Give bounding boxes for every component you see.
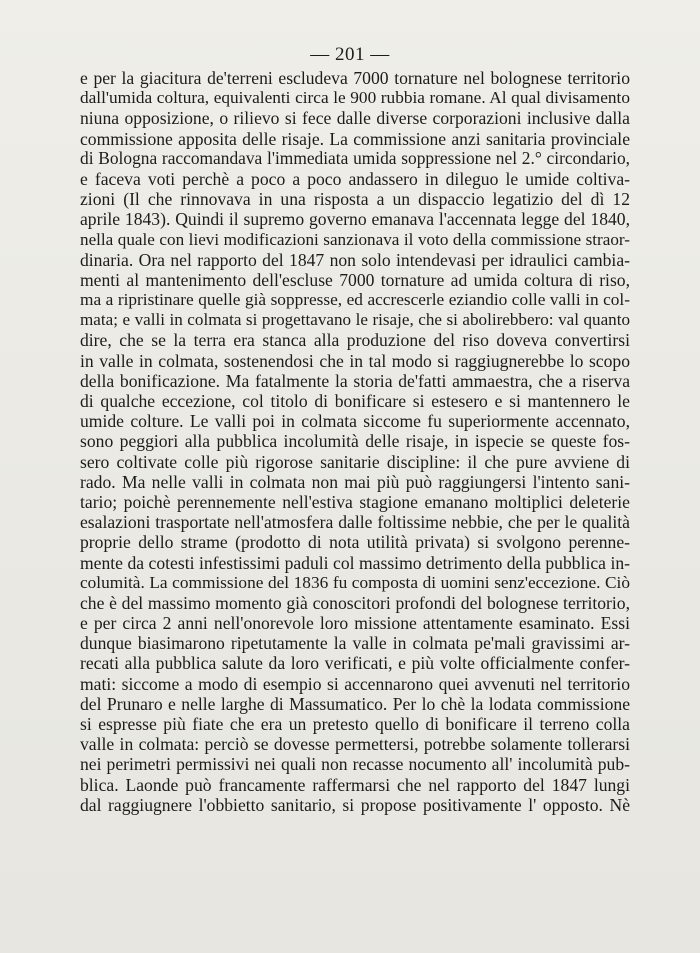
text-line: sono peggiori alla pubblica incolumità delle risaje, in ispecie se queste fos- bbox=[80, 431, 630, 452]
page-number: — 201 — bbox=[310, 44, 390, 65]
text-line: menti al mantenimento dell'escluse 7000 tornature ad umida coltura di riso, bbox=[80, 269, 630, 290]
text-line: dal raggiugnere l'obbietto sanitario, si propose positivamente l' opposto. Nè bbox=[80, 794, 630, 815]
text-line: commissione apposita delle risaje. La commissione anzi sanitaria provinciale bbox=[80, 128, 630, 149]
text-line: dall'umida coltura, equivalenti circa le 900 rubbia romane. Al qual divisamento bbox=[80, 88, 630, 108]
text-line: aprile 1843). Quindi il supremo governo emanava l'accennata legge del 1840, bbox=[80, 209, 630, 230]
text-line: della bonificazione. Ma fatalmente la storia de'fatti ammaestra, che a riserva bbox=[80, 370, 630, 391]
text-line: che è del massimo momento già conoscitori profondi del bolognese territorio, bbox=[80, 592, 630, 613]
text-line: umide colture. Le valli poi in colmata siccome fu superiormente accennato, bbox=[80, 411, 630, 432]
text-line: di qualche eccezione, col titolo di bonificare si estesero e si mantennero le bbox=[80, 391, 630, 411]
text-line: e faceva voti perchè a poco a poco andassero in dileguo le umide coltiva- bbox=[80, 168, 630, 189]
text-line: zioni (Il che rinnovava in una risposta a un dispaccio legatizio del dì 12 bbox=[80, 189, 630, 210]
body-text bbox=[80, 68, 630, 815]
text-line: dunque biasimarono ripetutamente la valle in colmata pe'mali gravissimi ar- bbox=[80, 633, 630, 654]
text-line: recati alla pubblica salute da loro verificati, e più volte officialmente confer- bbox=[80, 653, 630, 674]
text-line: rado. Ma nelle valli in colmata non mai più può raggiungersi l'intento sani- bbox=[80, 471, 630, 492]
text-line: esalazioni trasportate nell'atmosfera dalle foltissime nebbie, che per le qualità bbox=[80, 512, 630, 533]
text-line: ma a ripristinare quelle già soppresse, ed accrescerle eziandio colle valli in col- bbox=[80, 290, 630, 310]
text-line: mente da cotesti infestissimi paduli col massimo detrimento della pubblica in- bbox=[80, 552, 630, 573]
text-line: columità. La commissione del 1836 fu composta di uomini senz'eccezione. Ciò bbox=[80, 572, 630, 592]
text-line: in valle in colmata, sostenendosi che in tal modo si raggiugnerebbe lo scopo bbox=[80, 350, 630, 371]
text-line: nei perimetri permissivi nei quali non recasse nocumento all' incolumità pub- bbox=[80, 754, 630, 775]
text-line: valle in colmata: perciò se dovesse permettersi, potrebbe solamente tollerarsi bbox=[80, 734, 630, 755]
text-line: mati: siccome a modo di esempio si accennarono quei avvenuti nel territorio bbox=[80, 673, 630, 694]
text-line: e per la giacitura de'terreni escludeva 7000 tornature nel bolognese territorio bbox=[80, 68, 630, 88]
text-line: tario; poichè perennemente nell'estiva stagione emanano moltiplici deleterie bbox=[80, 491, 630, 512]
text-line: sero coltivate colle più rigorose sanitarie discipline: il che pure avviene di bbox=[80, 451, 630, 472]
text-line: dire, che se la terra era stanca alla produzione del riso doveva convertirsi bbox=[80, 330, 630, 351]
text-line: mata; e valli in colmata si progettavano le risaje, che si abolirebbero: val quanto bbox=[80, 310, 630, 330]
text-line: si espresse più fiate che era un pretesto quello di bonificare il terreno colla bbox=[80, 714, 630, 734]
text-line: di Bologna raccomandava l'immediata umida soppressione nel 2.° circondario, bbox=[80, 148, 630, 168]
text-line: del Prunaro e nelle larghe di Massumatico. Per lo chè la lodata commissione bbox=[80, 693, 630, 714]
text-line: dinaria. Ora nel rapporto del 1847 non solo intendevasi per idraulici cambia- bbox=[80, 249, 630, 270]
text-line: e per circa 2 anni nell'onorevole loro missione attentamente esaminato. Essi bbox=[80, 613, 630, 634]
text-line: niuna opposizione, o rilievo si fece dalle diverse corporazioni inclusive dalla bbox=[80, 108, 630, 129]
text-line: proprie dello strame (prodotto di nota utilità privata) si svolgono perenne- bbox=[80, 532, 630, 553]
text-line: nella quale con lievi modificazioni sanzionava il voto della commissione straor- bbox=[80, 229, 630, 249]
text-line: blica. Laonde può francamente raffermarsi che nel rapporto del 1847 lungi bbox=[80, 774, 630, 795]
